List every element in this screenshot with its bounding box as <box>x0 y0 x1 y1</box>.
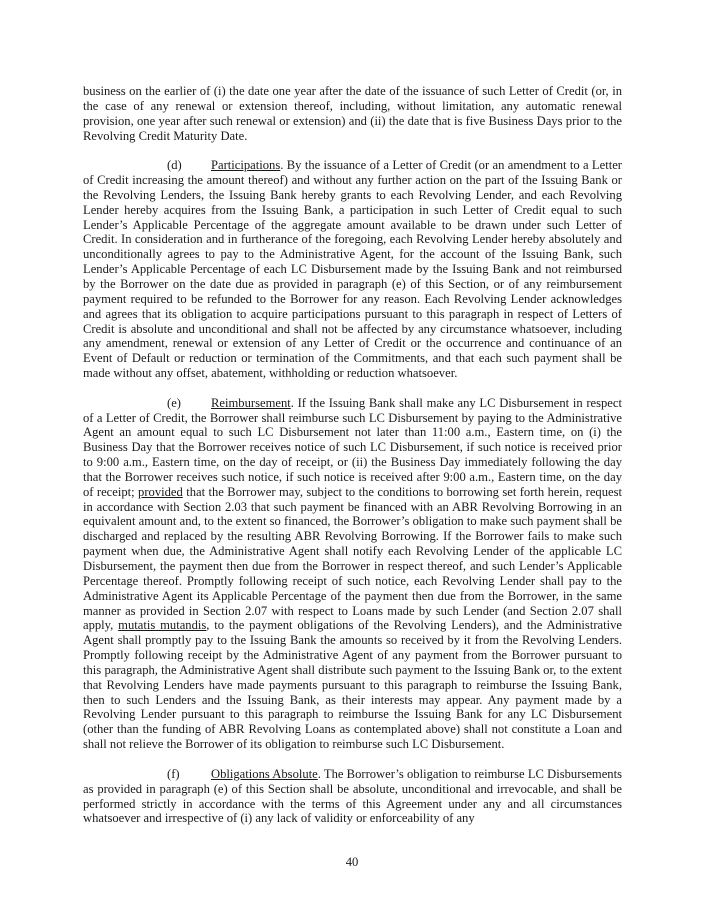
paragraph-text: , to the payment obligations of the Revolving Lenders), and the Administrative Agent shall promptly pay to the Issuing Bank the amounts so received by it from the Revolving Lenders. Promptly following receipt by the Administrative Agent of any payment from the Borrower pursuant to this paragraph, the Administrative Agent shall distribute such payment to the Issuing Bank or, to the extent that Revolving Lenders have made payments pursuant to this paragraph to reimburse the Issuing Bank, then to such Lenders and the Issuing Bank, as their interests may appear. Any payment made by a Revolving Lender pursuant to this paragraph to reimburse the Issuing Bank for any LC Disbursement (other than the funding of ABR Revolving Loans as contemplated above) shall not constitute a Loan and shall not relieve the Borrower of its obligation to reimburse such LC Disbursement. <box>83 618 622 752</box>
underlined-term: mutatis mutandis <box>118 618 207 633</box>
paragraph-continuation <box>83 84 622 143</box>
underlined-term: provided <box>138 484 183 499</box>
paragraph-heading: Obligations Absolute <box>211 766 318 781</box>
paragraph-heading: Participations <box>211 158 281 173</box>
paragraph-heading: Reimbursement <box>211 395 291 410</box>
paragraph-label: (e) <box>167 395 181 410</box>
paragraph-text: . The Borrower’s obligation to reimburse LC Disbursements as provided in paragraph (e) of this Section shall be absolute, unconditional and irrevocable, and shall be performed strictly in accordance with the terms of this Agreement under any and all circumstances whatsoever and irrespective of (i) any lack of validity or enforceability of any <box>83 766 622 826</box>
paragraph-text: . By the issuance of a Letter of Credit (or an amendment to a Letter of Credit increasing the amount thereof) and without any further action on the part of the Issuing Bank or the Revolving Lenders, the Issuing Bank hereby grants to each Revolving Lender, and each Revolving Lender hereby acquires from the Issuing Bank, a participation in such Letter of Credit equal to such Lender’s Applicable Percentage of the aggregate amount available to be drawn under such Letter of Credit. In consideration and in furtherance of the foregoing, each Revolving Lender hereby absolutely and unconditionally agrees to pay to the Administrative Agent, for the account of the Issuing Bank, such Lender’s Applicable Percentage of each LC Disbursement made by the Issuing Bank and not reimbursed by the Borrower on the date due as provided in paragraph (e) of this Section, or of any reimbursement payment required to be refunded to the Borrower for any reason. Each Revolving Lender acknowledges and agrees that its obligation to acquire participations pursuant to this paragraph in respect of Letters of Credit is absolute and unconditional and shall not be affected by any circumstance whatsoever, including any amendment, renewal or extension of any Letter of Credit or the occurrence and continuance of an Event of Default or reduction or termination of the Commitments, and that each such payment shall be made without any offset, abatement, withholding or reduction whatsoever. <box>83 158 622 381</box>
paragraph-text: that the Borrower may, subject to the conditions to borrowing set forth herein, request in accordance with Section 2.03 that such payment be financed with an ABR Revolving Borrowing in an equivalent amount and, to the extent so financed, the Borrower’s obligation to make such payment shall be discharged and replaced by the resulting ABR Revolving Borrowing. If the Borrower fails to make such payment when due, the Administrative Agent shall notify each Revolving Lender of the applicable LC Disbursement, the payment then due from the Borrower in respect thereof, and such Lender’s Applicable Percentage thereof. Promptly following receipt of such notice, each Revolving Lender shall pay to the Administrative Agent its Applicable Percentage of the payment then due from the Borrower, in the same manner as provided in Section 2.07 with respect to Loans made by such Lender (and Section 2.07 shall apply, <box>83 484 622 633</box>
paragraph-obligations-absolute <box>83 767 622 826</box>
page-number: 40 <box>345 855 359 869</box>
paragraph-text: . If the Issuing Bank shall make any LC Disbursement in respect of a Letter of Credit, the Borrower shall reimburse such LC Disbursement by paying to the Administrative Agent an amount equal to such LC Disbursement not later than 11:00 a.m., Eastern time, on (i) the Business Day that the Borrower receives notice of such LC Disbursement, if such notice is received prior to 9:00 a.m., Eastern time, on the day of receipt, or (ii) the Business Day immediately following the day that the Borrower receives such notice, if such notice is received after 9:00 a.m., Eastern time, on the day of receipt; <box>83 395 622 499</box>
paragraph-reimbursement <box>83 396 622 752</box>
document-page <box>83 84 622 841</box>
paragraph-label: (d) <box>167 158 182 173</box>
paragraph-label: (f) <box>167 766 180 781</box>
paragraph-participations <box>83 158 622 381</box>
paragraph-text: business on the earlier of (i) the date one year after the date of the issuance of such Letter of Credit (or, in the case of any renewal or extension thereof, including, without limitation, any automatic renewal provision, one year after such renewal or extension) and (ii) the date that is five Business Days prior to the Revolving Credit Maturity Date. <box>83 84 622 143</box>
